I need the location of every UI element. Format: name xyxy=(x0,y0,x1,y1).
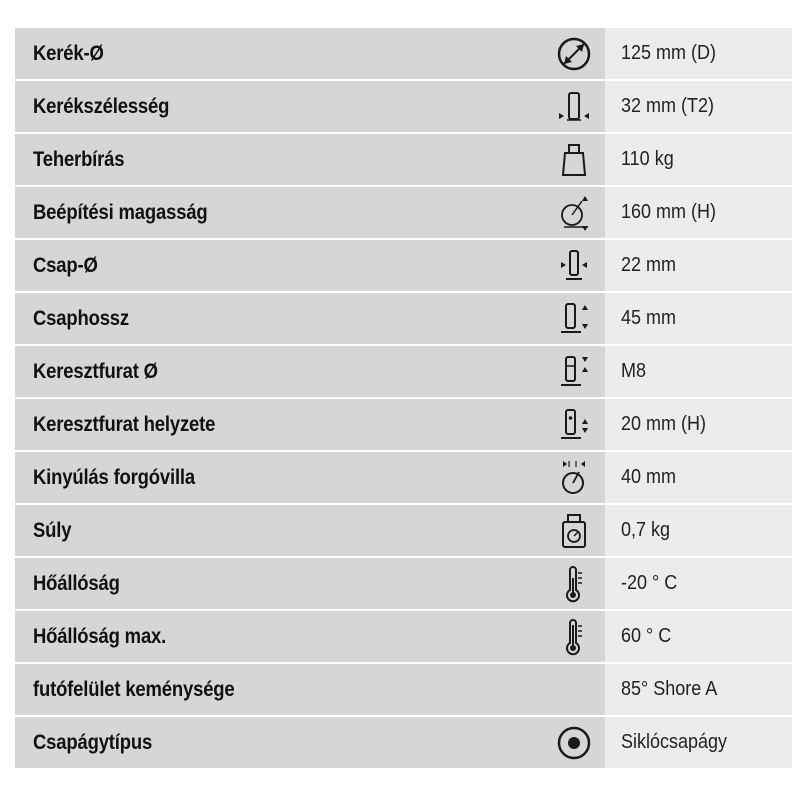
table-row xyxy=(15,451,792,504)
table-row xyxy=(15,28,792,80)
row-label: Keresztfurat Ø xyxy=(33,359,158,383)
table-row xyxy=(15,239,792,292)
load-weight-icon xyxy=(554,140,594,180)
row-label: Csap-Ø xyxy=(33,253,98,277)
row-value: 45 mm xyxy=(621,307,677,329)
row-label: Hőállóság xyxy=(33,571,120,595)
mounting-height-icon xyxy=(554,193,594,233)
table-row xyxy=(15,610,792,663)
row-value: 0,7 kg xyxy=(621,519,671,541)
table-row xyxy=(15,557,792,610)
table-row xyxy=(15,716,792,769)
row-label: futófelület keménysége xyxy=(33,677,235,701)
row-label: Kerék-Ø xyxy=(33,41,104,65)
thermometer-icon xyxy=(554,564,594,604)
row-value: 40 mm xyxy=(621,466,677,488)
row-value: 110 kg xyxy=(621,148,674,170)
table-row xyxy=(15,504,792,557)
row-label: Teherbírás xyxy=(33,147,125,171)
weight-icon xyxy=(554,511,594,551)
row-value: 32 mm (T2) xyxy=(621,95,715,117)
table-row xyxy=(15,345,792,398)
wheel-diameter-icon xyxy=(554,34,594,74)
table-row xyxy=(15,80,792,133)
bearing-icon xyxy=(554,723,594,763)
row-label: Keresztfurat helyzete xyxy=(33,412,216,436)
table-row xyxy=(15,663,792,716)
row-value: M8 xyxy=(621,360,647,382)
spec-table xyxy=(15,28,792,770)
table-row xyxy=(15,133,792,186)
stem-diameter-icon xyxy=(554,246,594,286)
row-label: Csaphossz xyxy=(33,306,129,330)
cross-hole-position-icon xyxy=(554,405,594,445)
stem-length-icon xyxy=(554,299,594,339)
row-value: 125 mm (D) xyxy=(621,42,717,64)
thermometer-max-icon xyxy=(554,617,594,657)
row-label: Beépítési magasság xyxy=(33,200,208,224)
row-label: Kerékszélesség xyxy=(33,94,170,118)
row-value: 160 mm (H) xyxy=(621,201,717,223)
table-row xyxy=(15,292,792,345)
table-row xyxy=(15,398,792,451)
row-value: 85° Shore A xyxy=(621,678,718,700)
row-value: 60 ° C xyxy=(621,625,672,647)
row-value: Siklócsapágy xyxy=(621,731,728,753)
row-label: Csapágytípus xyxy=(33,730,153,754)
row-value: -20 ° C xyxy=(621,572,678,594)
row-value: 20 mm (H) xyxy=(621,413,707,435)
row-label: Hőállóság max. xyxy=(33,624,167,648)
row-label: Súly xyxy=(33,518,72,542)
swivel-offset-icon xyxy=(554,458,594,498)
wheel-width-icon xyxy=(554,87,594,127)
row-value: 22 mm xyxy=(621,254,677,276)
table-row xyxy=(15,186,792,239)
row-label: Kinyúlás forgóvilla xyxy=(33,465,195,489)
cross-hole-diameter-icon xyxy=(554,352,594,392)
